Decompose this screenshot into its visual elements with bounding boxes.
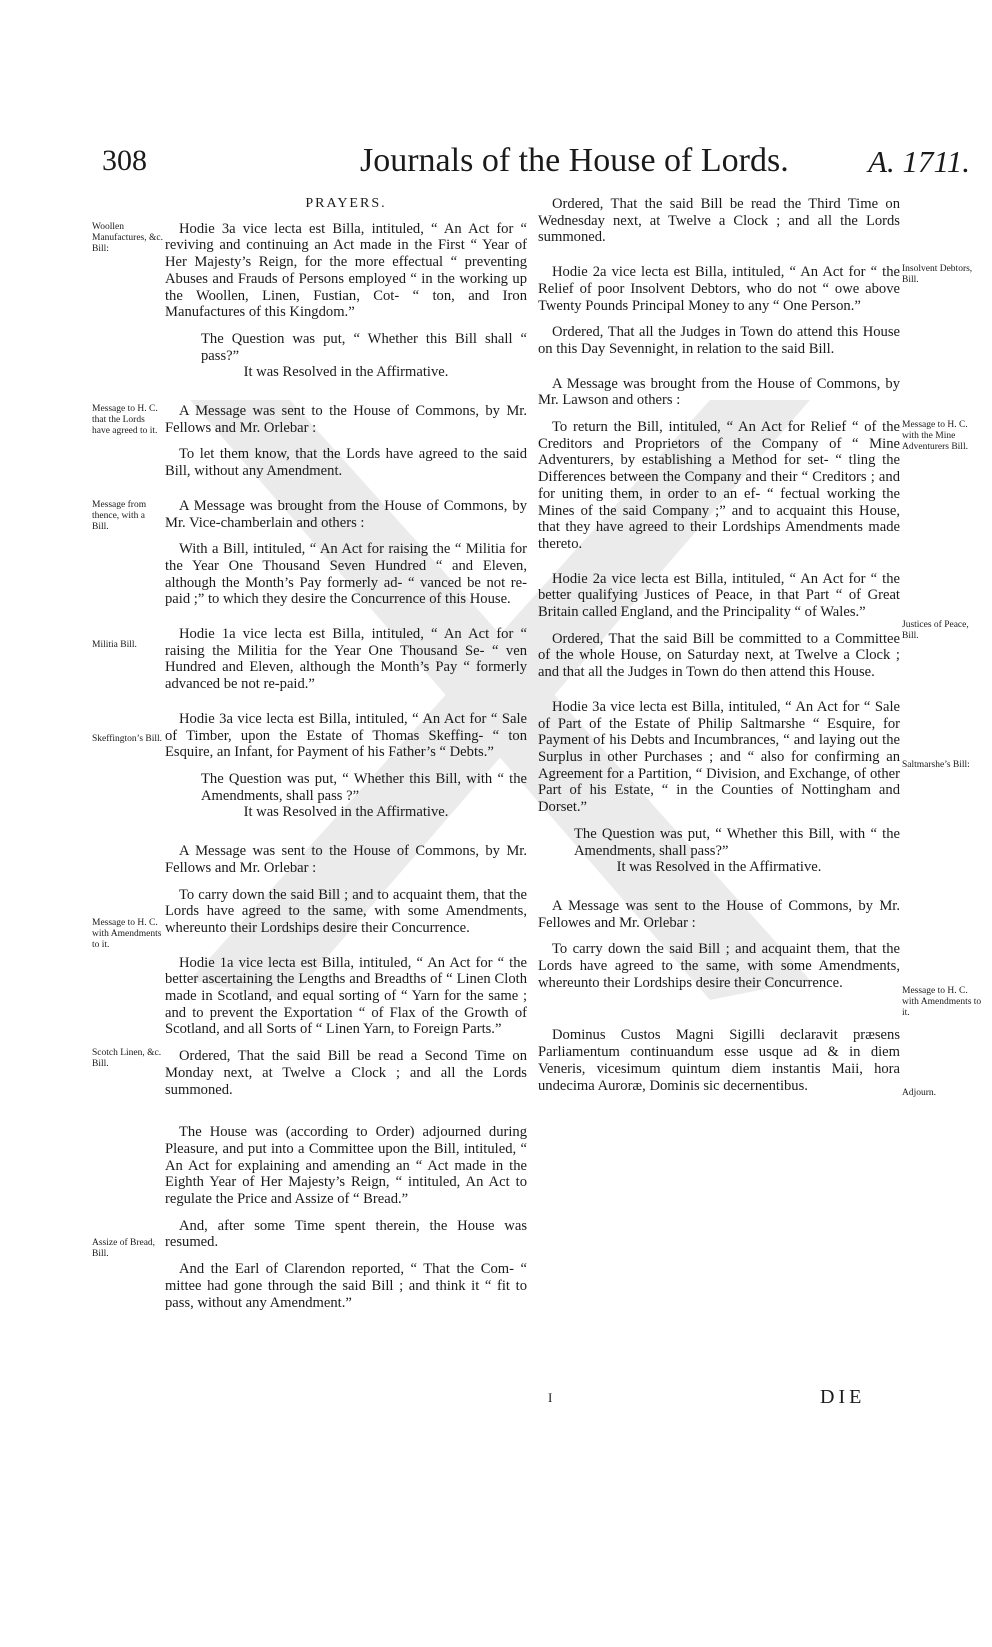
- paragraph: Ordered, That the said Bill be committed to a Committee of the whole House, on Saturday next, at Twelve a Clock ; and that all the Judges in Town do then attend this House.: [538, 630, 900, 681]
- paragraph: A Message was sent to the House of Commons, by Mr. Fellowes and Mr. Orlebar :: [538, 897, 900, 931]
- paragraph: To let them know, that the Lords have agreed to the said Bill, without any Amendment.: [165, 446, 527, 480]
- paragraph: Hodie 3a vice lecta est Billa, intituled, “ An Act for “ Sale of Part of the Estate of Philip Saltmarshe “ Esquire, for Payment of his Debts and Incumbrances, “ and laying out the Surplus in other Purchases ; and “ also for confirming an Agreement for a Partition, “ Division, and Exchange, of other Part of his Estate, “ in the Counties of Nottingham and Dorset.”: [538, 698, 900, 816]
- paragraph: To carry down the said Bill ; and acquaint them, that the Lords have agreed to the same, with some Amendments, whereunto their Lordships desire their Concurrence.: [538, 941, 900, 991]
- paragraph: Hodie 1a vice lecta est Billa, intituled, “ An Act for “ raising the Militia for the Year One Thousand Se- “ ven Hundred and Eleven, although the Month’s Pay “ formerly advanced be not re-paid.”: [165, 626, 527, 693]
- margin-note-left: Militia Bill.: [92, 640, 137, 650]
- question-text: The Question was put, “ Whether this Bill, with “ the Amendments, shall pass?”: [574, 825, 900, 859]
- paragraph: And, after some Time spent therein, the House was resumed.: [165, 1217, 527, 1251]
- paragraph: Hodie 3a vice lecta est Billa, intituled, “ An Act for “ reviving and continuing an Act made in the First “ Year of Her Majesty’s Reign, for the more effectual “ preventing Abuses and Frauds of Persons employed “ in the working up the Woollen, Linen, Fustian, Cot- “ ton, and Iron Manufactures of this Kingdom.”: [165, 220, 527, 321]
- margin-note-left: Message from thence, with a Bill.: [92, 500, 147, 532]
- year-label: A. 1711.: [868, 144, 970, 179]
- resolution-text: It was Resolved in the Affirmative.: [616, 859, 822, 876]
- paragraph: With a Bill, intituled, “ An Act for raising the “ Militia for the Year One Thousand Seven Hundred “ and Eleven, although the Month’s Pay formerly ad- “ vanced be not re-paid ;” to which they desire the Concurrence of this House.: [165, 541, 527, 608]
- paragraph: Dominus Custos Magni Sigilli declaravit præsens Parliamentum continuandum esse usque ad & in diem Veneris, vicesimum quintum diem instantis Maii, hora undecima Auroræ, Dominis sic decernentibus.: [538, 1027, 900, 1094]
- margin-note-left: Skeffington’s Bill.: [92, 734, 163, 744]
- paragraph: Hodie 2a vice lecta est Billa, intituled, “ An Act for “ the better qualifying Justices of Peace, in that Part “ of Great Britain called England, and the Principality “ of Wales.”: [538, 570, 900, 621]
- margin-note-right: Message to H. C. with the Mine Adventurers Bill.: [902, 420, 968, 452]
- question-text: The Question was put, “ Whether this Bill, with “ the Amendments, shall pass ?”: [201, 770, 527, 804]
- catchword: DIE: [820, 1386, 866, 1408]
- margin-note-right: Adjourn.: [902, 1088, 937, 1098]
- margin-note-left: Woollen Manufactures, &c. Bill:: [92, 222, 163, 254]
- resolution-text: It was Resolved in the Affirmative.: [243, 364, 449, 381]
- page-number: 308: [102, 144, 147, 177]
- prayers-heading: PRAYERS.: [305, 196, 387, 211]
- margin-note-left: Message to H. C. that the Lords have agreed to it.: [92, 404, 158, 436]
- paragraph: The House was (according to Order) adjourned during Pleasure, and put into a Committee upon the Bill, intituled, “ An Act for explaining and amending an “ Act made in the Eighth Year of Her Majesty’s Reign, “ intituled, An Act to regulate the Price and Assize of “ Bread.”: [165, 1124, 527, 1208]
- running-title: Journals of the House of Lords.: [360, 142, 789, 179]
- margin-note-left: Scotch Linen, &c. Bill.: [92, 1048, 162, 1069]
- paragraph: Hodie 1a vice lecta est Billa, intituled, “ An Act for “ the better ascertaining the Lengths and Breadths of “ Linen Cloth made in Scotland, and equal sorting of “ Yarn for the same ; and to prevent the Exportation “ of Flax of the Growth of Scotland, and all Sorts of “ Linen Yarn, to Foreign Parts.”: [165, 954, 527, 1038]
- paragraph: A Message was brought from the House of Commons, by Mr. Vice-chamberlain and others :: [165, 497, 527, 531]
- margin-note-left: Message to H. C. with Amendments to it.: [92, 918, 162, 950]
- paragraph: A Message was brought from the House of Commons, by Mr. Lawson and others :: [538, 375, 900, 409]
- paragraph: Ordered, That the said Bill be read a Second Time on Monday next, at Twelve a Clock ; and all the Lords summoned.: [165, 1048, 527, 1098]
- question-text: The Question was put, “ Whether this Bill shall “ pass?”: [201, 330, 527, 364]
- paragraph: Hodie 3a vice lecta est Billa, intituled, “ An Act for “ Sale of Timber, upon the Estate of Thomas Skeffing- “ ton Esquire, an Infant, for Payment of his Father’s “ Debts.”: [165, 710, 527, 761]
- resolution-text: It was Resolved in the Affirmative.: [243, 804, 449, 821]
- margin-note-right: Insolvent Debtors, Bill.: [902, 264, 973, 285]
- paragraph: To return the Bill, intituled, “ An Act for Relief “ of the Creditors and Proprietors of the Company of “ Mine Adventurers, by establishing a Method for set- “ tling the Differences between the Company and their “ Creditors ; and for uniting them, in order to an ef- “ fectual working the Mines of the said Company ;” and to acquaint this House, that they have agreed to their Lordships Amendments made thereto.: [538, 419, 900, 552]
- paragraph: Ordered, That the said Bill be read the Third Time on Wednesday next, at Twelve a Clock ; and all the Lords summoned.: [538, 196, 900, 246]
- signature-mark: I: [548, 1390, 553, 1405]
- paragraph: Hodie 2a vice lecta est Billa, intituled, “ An Act for “ the Relief of poor Insolvent Debtors, who do not “ owe above Twenty Pounds Principal Money to any “ One Person.”: [538, 264, 900, 314]
- right-column: [538, 196, 900, 1104]
- paragraph: And the Earl of Clarendon reported, “ That the Com- “ mittee had gone through the said Bill ; and think it “ fit to pass, without any Amendment.”: [165, 1261, 527, 1311]
- paragraph: Ordered, That all the Judges in Town do attend this House on this Day Sevennight, in relation to the said Bill.: [538, 324, 900, 357]
- paragraph: A Message was sent to the House of Commons, by Mr. Fellows and Mr. Orlebar :: [165, 403, 527, 436]
- margin-note-right: Saltmarshe’s Bill:: [902, 760, 970, 770]
- paragraph: To carry down the said Bill ; and to acquaint them, that the Lords have agreed to the same, with some Amendments, whereunto their Lordships desire their Concurrence.: [165, 886, 527, 936]
- left-column: [165, 196, 527, 1321]
- margin-note-left: Assize of Bread, Bill.: [92, 1238, 156, 1259]
- margin-note-right: Justices of Peace, Bill.: [902, 620, 969, 641]
- margin-note-right: Message to H. C. with Amendments to it.: [902, 986, 982, 1018]
- page-header: [100, 140, 970, 188]
- paragraph: A Message was sent to the House of Commons, by Mr. Fellows and Mr. Orlebar :: [165, 843, 527, 876]
